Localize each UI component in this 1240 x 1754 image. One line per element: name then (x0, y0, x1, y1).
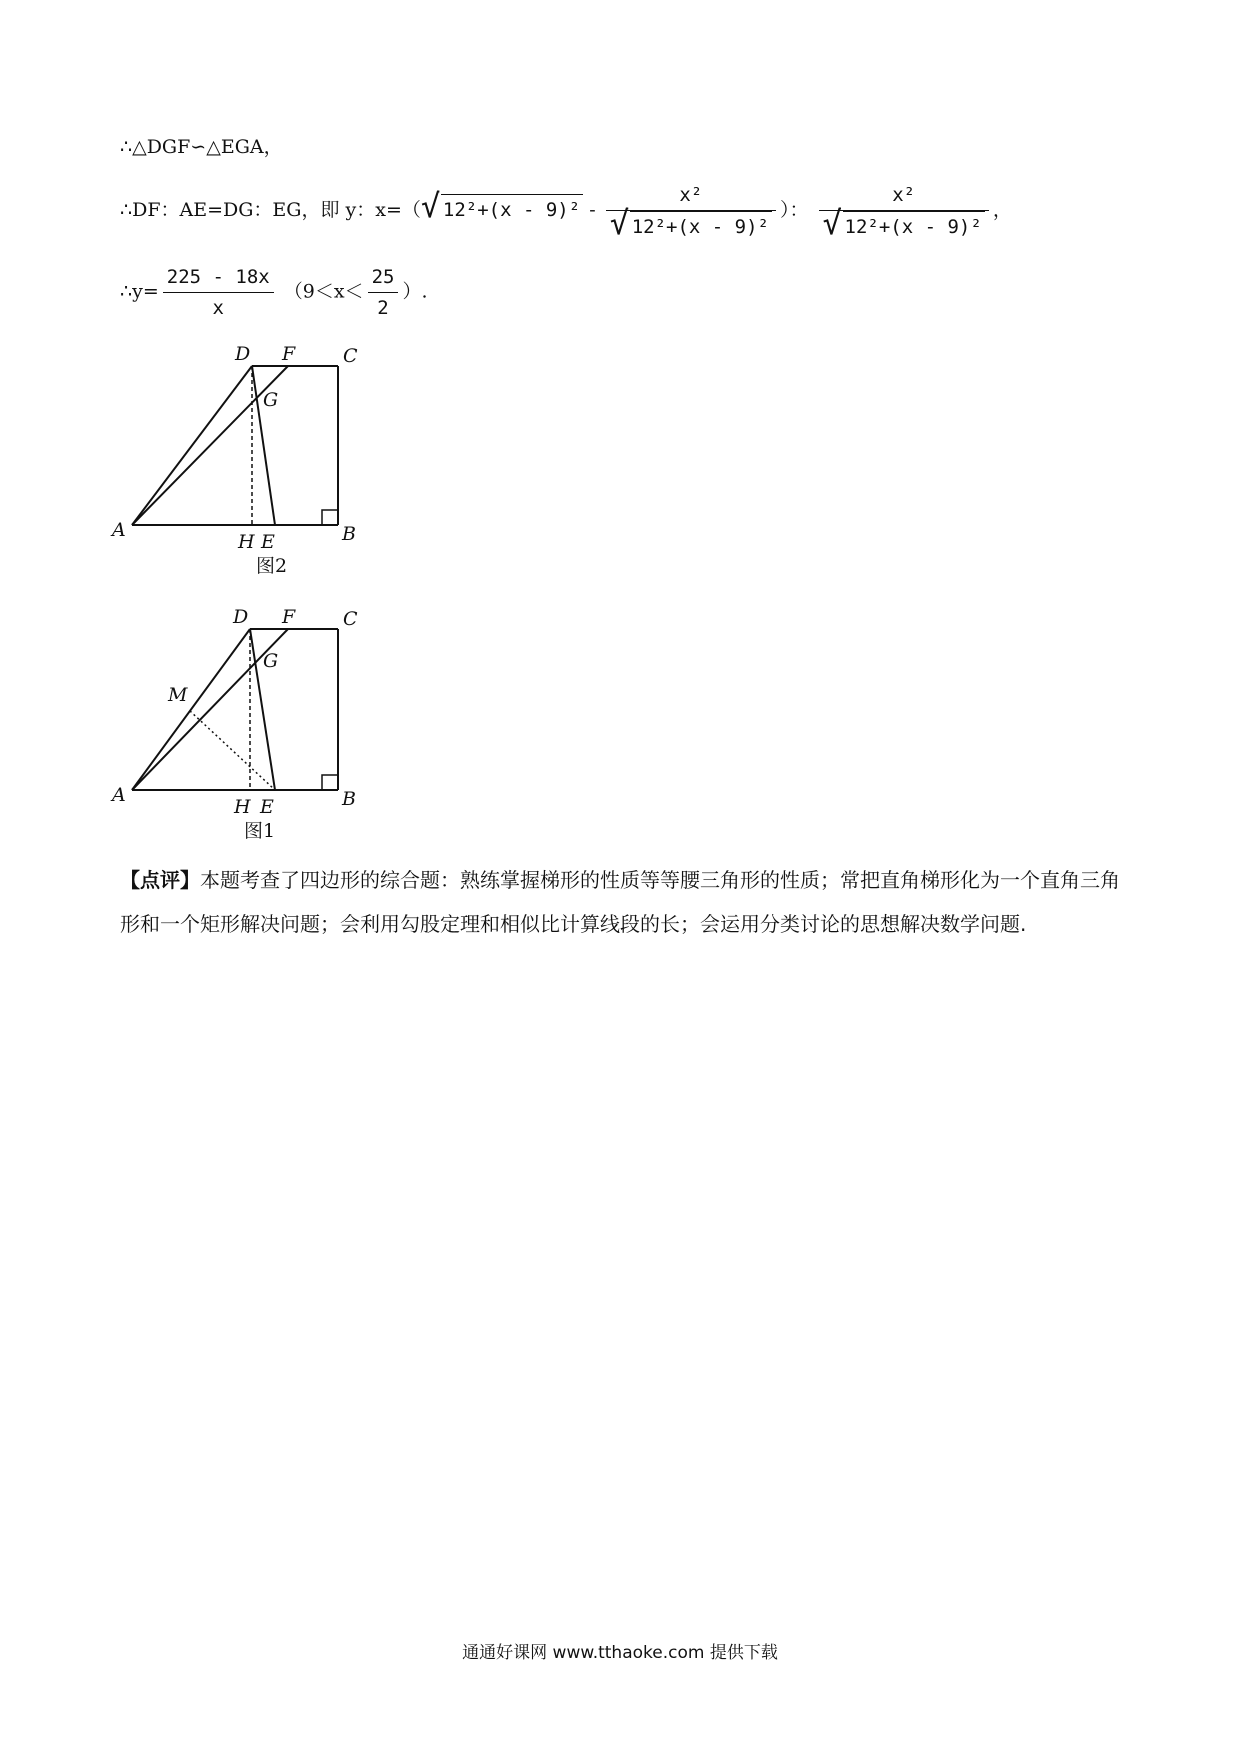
label-F: F (282, 343, 296, 365)
range-fraction (368, 262, 399, 323)
range-denominator: 2 (377, 297, 389, 319)
figure-1-diagram (110, 605, 410, 845)
proof-line-similar-triangles: ∴△DGF∽△EGA， (120, 136, 283, 158)
right-angle-mark (322, 775, 338, 790)
fraction-x2-over-sqrt (606, 180, 776, 242)
proof-line-result (120, 262, 428, 323)
figure-1 (110, 605, 410, 845)
sqrt-term (420, 187, 583, 225)
right-angle-mark (322, 510, 338, 525)
label-D: D (233, 606, 249, 628)
label-G: G (263, 650, 279, 672)
radical-icon: √ (609, 204, 629, 242)
fraction-x2-over-sqrt-2 (819, 180, 989, 242)
radical-icon: √ (822, 204, 842, 242)
result-fraction (163, 262, 274, 323)
dotted-ME (190, 711, 275, 790)
proof-line-ratio (120, 180, 1012, 242)
label-E: E (260, 796, 274, 818)
ratio-close: ）： (779, 199, 809, 221)
figure-2 (110, 340, 410, 580)
label-M: M (168, 684, 188, 706)
comment-text: 本题考查了四边形的综合题：熟练掌握梯形的性质等等腰三角形的性质；常把直角梯形化为一个直角三角形和一个矩形解决问题；会利用勾股定理和相似比计算线段的长；会运用分类讨论的思想解决数学问题. (120, 868, 1120, 936)
fraction-denominator-expr: 12²+(x - 9)² (843, 211, 985, 241)
comment-paragraph (120, 858, 1130, 946)
segment-AD (132, 366, 252, 525)
page-footer: 通通好课网 www.tthaoke.com 提供下载 (462, 1643, 778, 1663)
comment-tag: 【点评】 (120, 868, 200, 892)
fraction-numerator: x² (606, 180, 776, 211)
label-B: B (342, 523, 356, 545)
label-G: G (263, 389, 279, 411)
fraction-denominator (819, 204, 989, 242)
ratio-suffix: ， (992, 199, 1012, 221)
result-denominator: x (212, 297, 224, 319)
label-H: H (238, 531, 255, 553)
figure-2-caption: 图2 (256, 555, 288, 577)
label-C: C (343, 345, 358, 367)
label-A: A (112, 784, 126, 806)
label-H: H (234, 796, 251, 818)
figure-2-diagram (110, 340, 410, 580)
range-suffix: ）. (402, 280, 428, 303)
range-numerator: 25 (368, 262, 399, 293)
fraction-numerator: x² (819, 180, 989, 211)
figure-1-caption: 图1 (244, 820, 276, 842)
label-E: E (261, 531, 275, 553)
fraction-denominator-expr: 12²+(x - 9)² (630, 211, 772, 241)
sqrt-term-expr: 12²+(x - 9)² (441, 194, 583, 224)
label-B: B (342, 788, 356, 810)
fraction-denominator (606, 204, 776, 242)
radical-icon: √ (420, 187, 441, 225)
label-A: A (112, 519, 126, 541)
result-prefix: ∴y= (120, 280, 159, 303)
range-prefix: （9＜x＜ (283, 280, 364, 303)
ratio-prefix: ∴DF：AE=DG：EG，即 y：x=（ (120, 199, 421, 221)
minus-sign: - (589, 199, 596, 221)
segment-AD (132, 629, 250, 790)
label-C: C (343, 608, 358, 630)
label-F: F (282, 606, 296, 628)
label-D: D (235, 343, 251, 365)
result-numerator: 225 - 18x (163, 262, 274, 293)
